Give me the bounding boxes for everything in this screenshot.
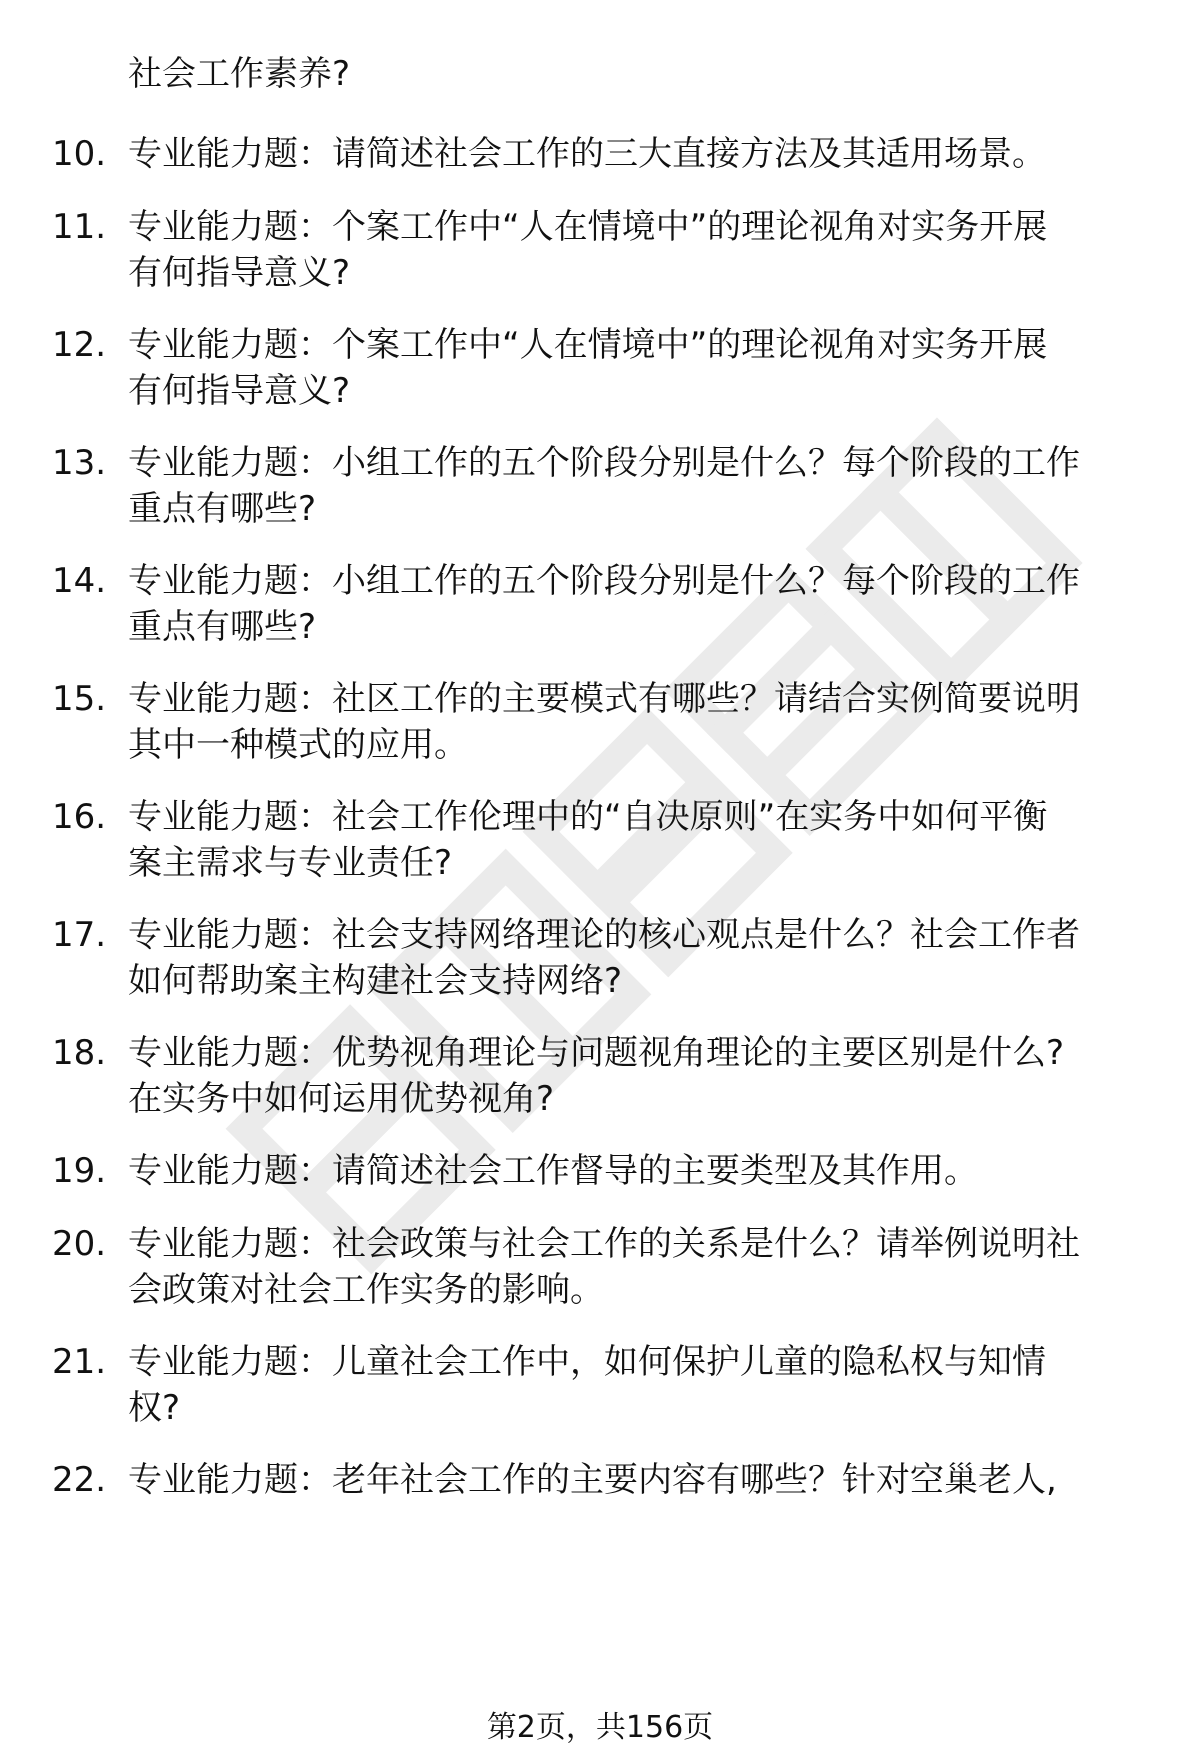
question-number: 22. <box>52 1460 107 1500</box>
question-number: 20. <box>52 1224 107 1264</box>
question-line: 专业能力题：儿童社会工作中，如何保护儿童的隐私权与知情 <box>128 1342 1046 1382</box>
question-line: 专业能力题：请简述社会工作督导的主要类型及其作用。 <box>128 1151 978 1191</box>
question-line: 专业能力题：小组工作的五个阶段分别是什么？每个阶段的工作 <box>128 443 1080 483</box>
question-line: 有何指导意义? <box>128 253 351 293</box>
question-text <box>128 1339 1138 1431</box>
question-line: 权? <box>128 1388 181 1428</box>
question-number: 19. <box>52 1151 107 1191</box>
question-number: 10. <box>52 134 107 174</box>
question-number: 21. <box>52 1342 107 1382</box>
question-number: 15. <box>52 679 107 719</box>
question-line: 会政策对社会工作实务的影响。 <box>128 1270 604 1310</box>
question-text <box>128 1457 1138 1503</box>
question-line: 专业能力题：社区工作的主要模式有哪些？请结合实例简要说明 <box>128 679 1080 719</box>
question-line: 在实务中如何运用优势视角? <box>128 1079 555 1119</box>
question-line: 重点有哪些? <box>128 607 317 647</box>
question-text <box>128 440 1138 532</box>
question-number: 14. <box>52 561 107 601</box>
question-text <box>128 131 1138 177</box>
question-line: 专业能力题：社会政策与社会工作的关系是什么？请举例说明社 <box>128 1224 1080 1264</box>
page-footer: 第2页，共156页 <box>486 1710 714 1745</box>
question-text <box>128 1030 1138 1122</box>
question-text <box>128 558 1138 650</box>
question-number: 18. <box>52 1033 107 1073</box>
question-text <box>128 204 1138 296</box>
question-number: 12. <box>52 325 107 365</box>
question-line: 如何帮助案主构建社会支持网络? <box>128 961 623 1001</box>
question-line: 专业能力题：社会工作伦理中的“自决原则”在实务中如何平衡 <box>128 797 1048 837</box>
question-number: 16. <box>52 797 107 837</box>
question-line: 专业能力题：老年社会工作的主要内容有哪些？针对空巢老人, <box>128 1460 1057 1500</box>
question-line: 专业能力题：优势视角理论与问题视角理论的主要区别是什么? <box>128 1033 1065 1073</box>
question-text <box>128 322 1138 414</box>
question-text <box>128 1221 1138 1313</box>
question-line: 重点有哪些? <box>128 489 317 529</box>
question-number: 17. <box>52 915 107 955</box>
continued-question-text: 社会工作素养? <box>128 54 351 94</box>
question-line: 有何指导意义? <box>128 371 351 411</box>
question-number: 13. <box>52 443 107 483</box>
question-line: 专业能力题：请简述社会工作的三大直接方法及其适用场景。 <box>128 134 1046 174</box>
question-line: 专业能力题：个案工作中“人在情境中”的理论视角对实务开展 <box>128 207 1048 247</box>
question-text <box>128 676 1138 768</box>
question-number: 11. <box>52 207 107 247</box>
question-line: 专业能力题：个案工作中“人在情境中”的理论视角对实务开展 <box>128 325 1048 365</box>
question-line: 案主需求与专业责任? <box>128 843 453 883</box>
question-line: 专业能力题：小组工作的五个阶段分别是什么？每个阶段的工作 <box>128 561 1080 601</box>
question-line: 其中一种模式的应用。 <box>128 725 468 765</box>
question-text <box>128 794 1138 886</box>
question-text <box>128 1148 1138 1194</box>
question-line: 专业能力题：社会支持网络理论的核心观点是什么？社会工作者 <box>128 915 1080 955</box>
question-text <box>128 912 1138 1004</box>
